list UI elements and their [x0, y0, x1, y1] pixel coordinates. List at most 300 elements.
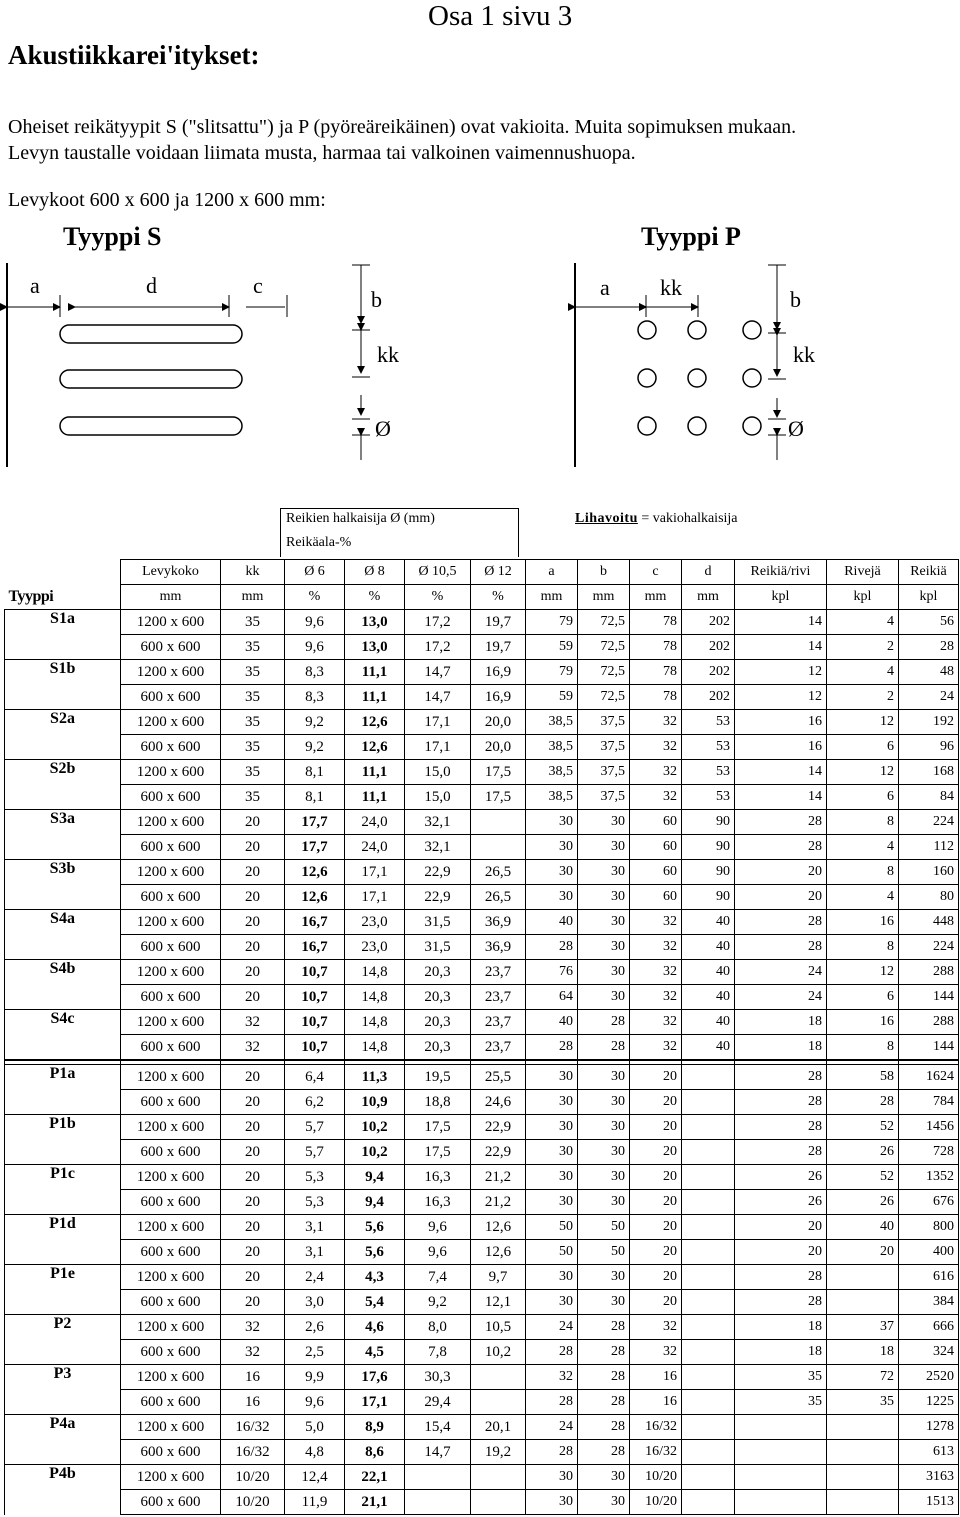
table-cell: 20 — [735, 860, 827, 885]
table-cell: 28 — [735, 935, 827, 960]
table-cell: 18 — [735, 1010, 827, 1035]
table-cell: 30 — [578, 1490, 630, 1515]
type-cell — [5, 835, 121, 860]
table-cell: 30,3 — [405, 1365, 471, 1390]
table-row — [5, 1390, 959, 1415]
unit-cell: kpl — [827, 585, 899, 610]
type-cell — [5, 935, 121, 960]
table-cell: 23,7 — [471, 1035, 526, 1061]
table-cell: 37,5 — [578, 785, 630, 810]
table-cell: 784 — [899, 1090, 959, 1115]
type-cell — [5, 1290, 121, 1315]
unit-cell: % — [285, 585, 345, 610]
table-cell: 8 — [827, 935, 899, 960]
table-cell: 11,1 — [345, 785, 405, 810]
table-cell: 17,1 — [405, 735, 471, 760]
table-cell: 16,9 — [471, 685, 526, 710]
table-cell: 168 — [899, 760, 959, 785]
type-cell: P1b — [5, 1115, 121, 1140]
table-cell: 17,5 — [471, 760, 526, 785]
table-cell: 28 — [578, 1010, 630, 1035]
table-cell: 9,2 — [285, 710, 345, 735]
table-cell: 15,4 — [405, 1415, 471, 1440]
type-cell: P1e — [5, 1265, 121, 1290]
table-cell: 21,1 — [345, 1490, 405, 1515]
table-cell: 40 — [827, 1215, 899, 1240]
table-cell: 9,6 — [405, 1240, 471, 1265]
table-cell: 13,0 — [345, 610, 405, 635]
table-cell: 10,7 — [285, 985, 345, 1010]
table-cell: 10,7 — [285, 960, 345, 985]
table-cell: 30 — [578, 1140, 630, 1165]
unit-cell: % — [405, 585, 471, 610]
table-cell: 10,2 — [345, 1115, 405, 1140]
table-cell — [682, 1190, 735, 1215]
table-cell: 30 — [578, 835, 630, 860]
table-cell: 10/20 — [630, 1465, 682, 1490]
table-row — [5, 1340, 959, 1365]
hole-diameter-label: Reikien halkaisija Ø (mm) — [286, 511, 435, 526]
table-cell: 20 — [221, 1215, 285, 1240]
table-cell: 28 — [735, 835, 827, 860]
diagram-type-p — [560, 255, 960, 470]
table-cell: 12 — [827, 710, 899, 735]
table-cell: 9,2 — [285, 735, 345, 760]
column-header: Ø 8 — [345, 560, 405, 585]
unit-cell: mm — [121, 585, 221, 610]
table-cell: 600 x 600 — [121, 1290, 221, 1315]
diagram-type-s — [0, 255, 420, 470]
table-cell: 28 — [735, 1090, 827, 1115]
type-cell: P4a — [5, 1415, 121, 1440]
table-cell: 16/32 — [630, 1440, 682, 1465]
table-cell: 9,7 — [471, 1265, 526, 1290]
table-cell: 32 — [630, 760, 682, 785]
table-cell — [735, 1490, 827, 1515]
table-cell: 4,8 — [285, 1440, 345, 1465]
table-cell: 24,0 — [345, 810, 405, 835]
label-a: a — [30, 273, 40, 298]
table-cell: 28 — [526, 1340, 578, 1365]
column-header: Ø 12 — [471, 560, 526, 585]
table-cell: 20 — [630, 1165, 682, 1190]
table-cell: 600 x 600 — [121, 935, 221, 960]
table-row — [5, 785, 959, 810]
table-cell — [471, 1390, 526, 1415]
table-cell: 26 — [735, 1190, 827, 1215]
label-a-p: a — [600, 275, 610, 300]
table-cell: 12 — [735, 685, 827, 710]
table-cell: 613 — [899, 1440, 959, 1465]
table-cell: 20 — [630, 1215, 682, 1240]
table-cell: 20 — [221, 1090, 285, 1115]
table-cell: 21,2 — [471, 1190, 526, 1215]
table-cell: 30 — [578, 1065, 630, 1090]
table-cell: 1200 x 600 — [121, 1315, 221, 1340]
table-cell — [405, 1465, 471, 1490]
table-cell: 2,4 — [285, 1265, 345, 1290]
table-cell: 16,7 — [285, 910, 345, 935]
type-cell: S4b — [5, 960, 121, 985]
label-d: d — [146, 273, 157, 298]
table-cell: 20 — [630, 1265, 682, 1290]
table-cell: 15,0 — [405, 785, 471, 810]
table-cell: 30 — [526, 1140, 578, 1165]
table-cell: 40 — [682, 1010, 735, 1035]
table-cell: 16,9 — [471, 660, 526, 685]
table-row — [5, 1190, 959, 1215]
table-cell: 20 — [630, 1140, 682, 1165]
table-row — [5, 1415, 959, 1440]
table-cell: 24 — [899, 685, 959, 710]
table-cell: 20 — [221, 1240, 285, 1265]
table-cell: 4 — [827, 835, 899, 860]
table-cell: 32,1 — [405, 810, 471, 835]
column-header: Levykoko — [121, 560, 221, 585]
table-cell: 72,5 — [578, 660, 630, 685]
table-cell: 30 — [526, 1165, 578, 1190]
type-cell: S3b — [5, 860, 121, 885]
table-cell: 40 — [682, 1035, 735, 1061]
table-cell — [827, 1415, 899, 1440]
table-cell: 52 — [827, 1115, 899, 1140]
table-cell: 17,7 — [285, 810, 345, 835]
table-cell: 17,1 — [345, 860, 405, 885]
table-cell: 20 — [221, 810, 285, 835]
table-cell: 14,8 — [345, 1010, 405, 1035]
table-cell: 72,5 — [578, 685, 630, 710]
table-cell: 30 — [578, 960, 630, 985]
unit-cell: mm — [526, 585, 578, 610]
table-cell: 30 — [526, 1090, 578, 1115]
table-cell: 1200 x 600 — [121, 1465, 221, 1490]
table-cell: 202 — [682, 685, 735, 710]
table-cell — [827, 1440, 899, 1465]
table-cell: 60 — [630, 835, 682, 860]
table-cell: 224 — [899, 935, 959, 960]
table-cell — [682, 1465, 735, 1490]
table-row — [5, 1490, 959, 1515]
table-cell: 24,6 — [471, 1090, 526, 1115]
table-cell: 1200 x 600 — [121, 1065, 221, 1090]
table-cell: 16 — [630, 1390, 682, 1415]
table-cell: 78 — [630, 685, 682, 710]
label-kk-p: kk — [793, 342, 815, 367]
table-cell: 4 — [827, 660, 899, 685]
type-header: Tyyppi — [5, 585, 121, 610]
table-cell: 50 — [578, 1240, 630, 1265]
table-cell: 59 — [526, 635, 578, 660]
table-cell: 23,7 — [471, 1010, 526, 1035]
table-cell: 4 — [827, 610, 899, 635]
table-cell: 9,6 — [285, 635, 345, 660]
table-cell: 202 — [682, 635, 735, 660]
table-row — [5, 1440, 959, 1465]
table-cell: 4,3 — [345, 1265, 405, 1290]
table-cell: 24,0 — [345, 835, 405, 860]
table-cell: 20 — [735, 1240, 827, 1265]
table-cell: 17,5 — [471, 785, 526, 810]
table-cell — [682, 1340, 735, 1365]
type-cell — [5, 1490, 121, 1515]
type-cell — [5, 885, 121, 910]
table-cell: 12,6 — [285, 885, 345, 910]
table-cell: 20 — [221, 985, 285, 1010]
table-cell: 288 — [899, 960, 959, 985]
table-cell: 84 — [899, 785, 959, 810]
table-cell: 19,2 — [471, 1440, 526, 1465]
table-cell: 28 — [578, 1365, 630, 1390]
table-cell: 23,0 — [345, 910, 405, 935]
table-cell: 28 — [578, 1440, 630, 1465]
table-cell: 8 — [827, 1035, 899, 1061]
table-cell — [682, 1415, 735, 1440]
table-cell: 28 — [578, 1415, 630, 1440]
column-header: Ø 6 — [285, 560, 345, 585]
table-cell — [682, 1215, 735, 1240]
table-cell: 32 — [630, 1035, 682, 1061]
table-cell: 20 — [221, 1165, 285, 1190]
type-cell — [5, 1390, 121, 1415]
intro-paragraph-2: Levyn taustalle voidaan liimata musta, harmaa tai valkoinen vaimennushuopa. — [8, 142, 636, 164]
table-cell: 30 — [578, 1090, 630, 1115]
table-cell: 28 — [578, 1035, 630, 1061]
table-cell: 1200 x 600 — [121, 1365, 221, 1390]
table-cell: 1200 x 600 — [121, 1215, 221, 1240]
table-cell — [682, 1165, 735, 1190]
table-cell: 616 — [899, 1265, 959, 1290]
table-cell: 600 x 600 — [121, 835, 221, 860]
type-cell — [5, 1440, 121, 1465]
table-cell: 1278 — [899, 1415, 959, 1440]
table-cell: 37,5 — [578, 735, 630, 760]
table-cell: 16 — [221, 1390, 285, 1415]
table-cell: 6 — [827, 985, 899, 1010]
table-cell: 1200 x 600 — [121, 810, 221, 835]
table-cell: 20 — [221, 1265, 285, 1290]
table-cell — [682, 1265, 735, 1290]
perforation-table — [4, 559, 959, 1515]
type-cell: P3 — [5, 1365, 121, 1390]
table-cell: 96 — [899, 735, 959, 760]
table-cell: 7,4 — [405, 1265, 471, 1290]
table-cell: 32 — [630, 785, 682, 810]
table-cell: 9,2 — [405, 1290, 471, 1315]
table-cell: 24 — [735, 985, 827, 1010]
table-cell: 16,7 — [285, 935, 345, 960]
table-cell: 600 x 600 — [121, 1140, 221, 1165]
table-cell: 20 — [221, 835, 285, 860]
table-cell: 32 — [630, 935, 682, 960]
table-cell: 3,0 — [285, 1290, 345, 1315]
label-b-p: b — [790, 287, 801, 312]
table-cell: 30 — [526, 1115, 578, 1140]
table-cell: 35 — [735, 1365, 827, 1390]
table-row — [5, 1315, 959, 1340]
table-cell: 12 — [735, 660, 827, 685]
table-cell: 12,4 — [285, 1465, 345, 1490]
table-cell: 8,9 — [345, 1415, 405, 1440]
table-cell: 14,7 — [405, 1440, 471, 1465]
label-b: b — [371, 287, 382, 312]
table-cell: 10/20 — [221, 1465, 285, 1490]
table-cell: 22,1 — [345, 1465, 405, 1490]
table-cell: 600 x 600 — [121, 1490, 221, 1515]
table-cell: 11,1 — [345, 685, 405, 710]
table-cell: 16 — [735, 735, 827, 760]
table-row — [5, 635, 959, 660]
table-cell: 20 — [630, 1240, 682, 1265]
table-cell: 20 — [221, 1065, 285, 1090]
table-cell: 28 — [735, 810, 827, 835]
table-cell: 37,5 — [578, 710, 630, 735]
table-cell: 28 — [526, 1035, 578, 1061]
table-row — [5, 1115, 959, 1140]
table-cell: 32 — [526, 1365, 578, 1390]
table-cell: 15,0 — [405, 760, 471, 785]
table-cell: 28 — [735, 1265, 827, 1290]
table-cell: 12,6 — [345, 735, 405, 760]
table-cell: 16/32 — [221, 1440, 285, 1465]
table-cell: 30 — [526, 1490, 578, 1515]
unit-cell: kpl — [899, 585, 959, 610]
table-cell: 28 — [735, 1065, 827, 1090]
table-cell: 600 x 600 — [121, 1390, 221, 1415]
table-cell: 40 — [682, 935, 735, 960]
table-cell: 40 — [682, 985, 735, 1010]
table-cell: 10,7 — [285, 1035, 345, 1061]
table-cell: 14,8 — [345, 1035, 405, 1061]
unit-cell: mm — [630, 585, 682, 610]
table-row — [5, 835, 959, 860]
table-cell: 18,8 — [405, 1090, 471, 1115]
table-cell — [735, 1415, 827, 1440]
table-row — [5, 1265, 959, 1290]
table-cell: 600 x 600 — [121, 885, 221, 910]
table-cell — [682, 1390, 735, 1415]
table-cell: 35 — [221, 785, 285, 810]
table-cell: 1200 x 600 — [121, 910, 221, 935]
table-cell: 24 — [526, 1415, 578, 1440]
table-cell: 18 — [735, 1035, 827, 1061]
table-cell: 1456 — [899, 1115, 959, 1140]
table-cell: 28 — [827, 1090, 899, 1115]
table-cell: 16/32 — [221, 1415, 285, 1440]
table-cell: 64 — [526, 985, 578, 1010]
table-cell: 12 — [827, 760, 899, 785]
table-cell: 32 — [221, 1340, 285, 1365]
table-cell: 20 — [630, 1290, 682, 1315]
table-cell — [682, 1315, 735, 1340]
table-cell: 32 — [630, 710, 682, 735]
table-cell: 5,6 — [345, 1240, 405, 1265]
table-cell: 28 — [578, 1340, 630, 1365]
table-cell: 30 — [578, 910, 630, 935]
table-cell: 4,6 — [345, 1315, 405, 1340]
table-cell: 17,6 — [345, 1365, 405, 1390]
column-header: Ø 10,5 — [405, 560, 471, 585]
table-cell: 23,7 — [471, 960, 526, 985]
table-row — [5, 1065, 959, 1090]
table-cell: 11,1 — [345, 760, 405, 785]
table-cell: 800 — [899, 1215, 959, 1240]
table-cell: 16 — [827, 1010, 899, 1035]
table-cell — [682, 1490, 735, 1515]
unit-cell: % — [345, 585, 405, 610]
table-cell: 80 — [899, 885, 959, 910]
table-cell: 20 — [221, 1140, 285, 1165]
table-cell: 144 — [899, 1035, 959, 1061]
table-cell: 40 — [526, 1010, 578, 1035]
table-cell: 21,2 — [471, 1165, 526, 1190]
table-cell: 32 — [630, 910, 682, 935]
table-cell: 2 — [827, 635, 899, 660]
table-cell: 1352 — [899, 1165, 959, 1190]
table-cell: 10,2 — [345, 1140, 405, 1165]
table-cell: 20 — [630, 1115, 682, 1140]
table-cell: 53 — [682, 760, 735, 785]
table-cell: 30 — [578, 860, 630, 885]
table-cell — [682, 1065, 735, 1090]
table-cell: 144 — [899, 985, 959, 1010]
table-cell: 30 — [578, 1115, 630, 1140]
table-cell: 30 — [578, 810, 630, 835]
table-cell: 72,5 — [578, 610, 630, 635]
table-cell — [682, 1440, 735, 1465]
unit-cell: % — [471, 585, 526, 610]
table-cell: 12,6 — [471, 1215, 526, 1240]
table-row — [5, 985, 959, 1010]
type-cell: S2a — [5, 710, 121, 735]
table-cell: 20,0 — [471, 735, 526, 760]
table-cell: 90 — [682, 835, 735, 860]
table-cell: 18 — [827, 1340, 899, 1365]
table-cell: 13,0 — [345, 635, 405, 660]
table-cell — [735, 1465, 827, 1490]
table-cell: 20,3 — [405, 985, 471, 1010]
table-cell: 72,5 — [578, 635, 630, 660]
table-cell: 1225 — [899, 1390, 959, 1415]
table-cell: 9,4 — [345, 1165, 405, 1190]
table-cell: 32 — [630, 960, 682, 985]
type-cell — [5, 1140, 121, 1165]
table-cell — [827, 1490, 899, 1515]
table-cell: 20 — [221, 860, 285, 885]
table-cell: 20,0 — [471, 710, 526, 735]
table-cell: 31,5 — [405, 935, 471, 960]
table-cell: 600 x 600 — [121, 1440, 221, 1465]
table-cell: 8,6 — [345, 1440, 405, 1465]
table-cell — [471, 810, 526, 835]
table-cell: 9,6 — [285, 1390, 345, 1415]
table-cell: 78 — [630, 610, 682, 635]
type-cell — [5, 1340, 121, 1365]
table-cell: 30 — [526, 1190, 578, 1215]
table-row — [5, 935, 959, 960]
table-cell: 1200 x 600 — [121, 760, 221, 785]
table-cell: 28 — [526, 1440, 578, 1465]
type-cell: P1c — [5, 1165, 121, 1190]
table-cell: 32 — [630, 1010, 682, 1035]
type-cell — [5, 1090, 121, 1115]
table-cell: 30 — [526, 835, 578, 860]
table-cell: 30 — [526, 885, 578, 910]
table-cell: 32 — [630, 1340, 682, 1365]
table-cell: 35 — [221, 710, 285, 735]
table-cell: 17,1 — [345, 885, 405, 910]
table-cell: 16/32 — [630, 1415, 682, 1440]
table-cell: 30 — [578, 1465, 630, 1490]
